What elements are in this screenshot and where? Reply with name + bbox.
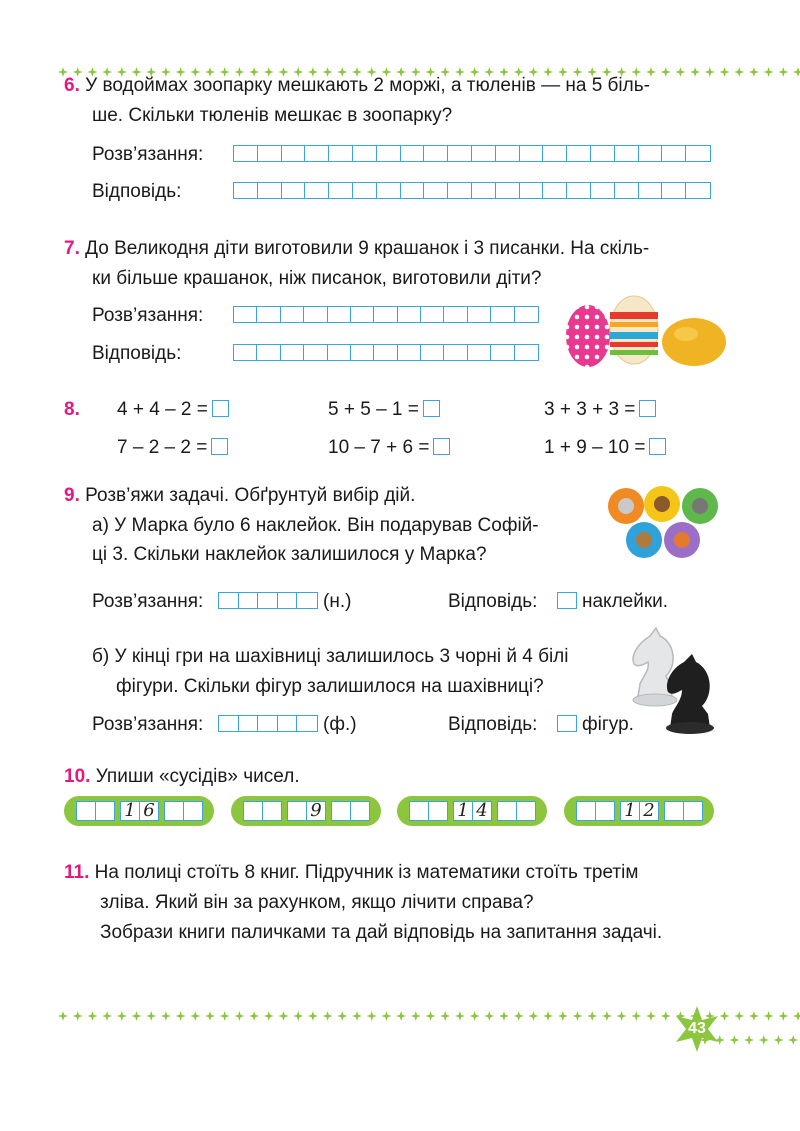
neighbor-cell[interactable] xyxy=(350,801,370,821)
task9b-answer-cell[interactable] xyxy=(557,715,577,732)
neighbor-cell[interactable] xyxy=(664,801,684,821)
number-digit: 1 xyxy=(453,801,473,821)
star-icon xyxy=(514,1011,524,1021)
grid-cell[interactable] xyxy=(282,146,306,161)
task8-expression-6: 1 + 9 – 10 = xyxy=(544,436,666,460)
grid-cell[interactable] xyxy=(520,183,544,198)
grid-cell[interactable] xyxy=(281,345,304,360)
task6-line1: У водоймах зоопарку мешкають 2 моржі, а тюленів — на 5 біль- xyxy=(85,75,650,96)
grid-cell[interactable] xyxy=(234,146,258,161)
task6-number: 6. xyxy=(64,75,80,96)
star-icon xyxy=(117,1011,127,1021)
star-icon xyxy=(720,1011,730,1021)
task11-text-line3: Зобрази книги паличками та дай відповідь на запитання задачі. xyxy=(100,922,663,943)
grid-cell[interactable] xyxy=(278,593,298,608)
grid-cell[interactable] xyxy=(421,345,444,360)
neighbor-cell[interactable] xyxy=(183,801,203,821)
grid-cell[interactable] xyxy=(377,146,401,161)
grid-cell[interactable] xyxy=(278,716,298,731)
grid-cell[interactable] xyxy=(424,146,448,161)
star-icon xyxy=(749,1011,759,1021)
task6-text-line2: ше. Скільки тюленів мешкає в зоопарку? xyxy=(92,105,453,126)
star-icon xyxy=(205,1011,215,1021)
star-icon xyxy=(499,1011,509,1021)
task6-solution-cells[interactable] xyxy=(233,145,711,162)
grid-cell[interactable] xyxy=(558,593,576,608)
number-digit: 1 xyxy=(620,801,640,821)
neighbor-cell[interactable] xyxy=(95,801,115,821)
task11-text-line1 xyxy=(64,861,638,885)
grid-cell[interactable] xyxy=(304,345,327,360)
star-icon xyxy=(720,67,730,77)
grid-cell[interactable] xyxy=(615,183,639,198)
grid-cell[interactable] xyxy=(258,146,282,161)
grid-cell[interactable] xyxy=(353,146,377,161)
neighbor-cell[interactable] xyxy=(497,801,517,821)
neighbor-cell[interactable] xyxy=(331,801,351,821)
star-icon xyxy=(617,1011,627,1021)
star-icon xyxy=(426,1011,436,1021)
grid-cell[interactable] xyxy=(615,146,639,161)
grid-cell[interactable] xyxy=(496,183,520,198)
task8-expression-2: 5 + 5 – 1 = xyxy=(328,398,440,422)
grid-cell[interactable] xyxy=(515,307,538,322)
task9-number: 9. xyxy=(64,485,80,506)
grid-cell[interactable] xyxy=(639,146,663,161)
star-icon xyxy=(455,1011,465,1021)
star-icon xyxy=(729,1035,739,1045)
task11-line1: На полиці стоїть 8 книг. Підручник із математики стоїть третім xyxy=(94,862,639,883)
star-icon xyxy=(440,1011,450,1021)
grid-cell[interactable] xyxy=(468,307,491,322)
animal-stickers-image xyxy=(604,486,726,560)
star-icon xyxy=(675,67,685,77)
grid-cell[interactable] xyxy=(329,183,353,198)
grid-cell[interactable] xyxy=(444,307,467,322)
grid-cell[interactable] xyxy=(543,183,567,198)
grid-cell[interactable] xyxy=(401,183,425,198)
grid-cell[interactable] xyxy=(328,345,351,360)
task9-instruction xyxy=(64,484,415,508)
task9a-line2: ці 3. Скільки наклейок залишилося у Марка? xyxy=(92,544,487,565)
star-icon xyxy=(264,1011,274,1021)
grid-cell[interactable] xyxy=(448,183,472,198)
task9-instruction-text: Розв’яжи задачі. Обґрунтуй вибір дій. xyxy=(85,485,416,506)
task8-expression-1: 4 + 4 – 2 = xyxy=(117,398,229,422)
grid-cell[interactable] xyxy=(686,146,710,161)
neighbor-cell[interactable] xyxy=(164,801,184,821)
task8-number: 8. xyxy=(64,399,80,420)
grid-cell[interactable] xyxy=(491,345,514,360)
task6-answer-label: Відповідь: xyxy=(92,181,182,202)
grid-cell[interactable] xyxy=(421,307,444,322)
star-icon xyxy=(323,1011,333,1021)
star-icon xyxy=(102,1011,112,1021)
answer-box[interactable] xyxy=(423,400,440,417)
star-icon xyxy=(234,1011,244,1021)
neighbor-cell[interactable] xyxy=(683,801,703,821)
grid-cell[interactable] xyxy=(374,307,397,322)
star-icon xyxy=(396,1011,406,1021)
answer-box[interactable] xyxy=(212,400,229,417)
star-icon xyxy=(58,1011,68,1021)
task10-instruction-text: Упиши «сусідів» чисел. xyxy=(95,766,300,787)
grid-cell[interactable] xyxy=(496,146,520,161)
grid-cell[interactable] xyxy=(234,183,258,198)
star-icon xyxy=(793,67,800,77)
grid-cell[interactable] xyxy=(234,307,257,322)
task9a-solution-label: Розв’язання: xyxy=(92,591,204,612)
grid-cell[interactable] xyxy=(239,593,259,608)
star-icon xyxy=(484,1011,494,1021)
star-icon xyxy=(631,1011,641,1021)
task11-text-line2: зліва. Який він за рахунком, якщо лічити справа? xyxy=(100,892,534,913)
chess-knights-image xyxy=(620,624,720,734)
star-icon xyxy=(744,1035,754,1045)
task6-answer-cells[interactable] xyxy=(233,182,711,199)
grid-cell[interactable] xyxy=(304,307,327,322)
star-icon xyxy=(764,1011,774,1021)
grid-cell[interactable] xyxy=(219,593,239,608)
task9a-line1: а) У Марка було 6 наклейок. Він подарував Софій- xyxy=(92,515,539,536)
star-icon xyxy=(646,1011,656,1021)
star-icon xyxy=(367,1011,377,1021)
answer-box[interactable] xyxy=(649,438,666,455)
grid-cell[interactable] xyxy=(398,307,421,322)
task7-solution-label: Розв’язання: xyxy=(92,305,204,326)
star-icon xyxy=(778,1011,788,1021)
grid-cell[interactable] xyxy=(239,716,259,731)
task9b-solution-cells[interactable] xyxy=(218,715,318,732)
grid-cell[interactable] xyxy=(351,307,374,322)
number-digit: 4 xyxy=(472,801,492,821)
star-icon xyxy=(337,1011,347,1021)
task7-text-line2: ки більше крашанок, ніж писанок, виготовили діти? xyxy=(92,268,542,289)
star-icon xyxy=(543,1011,553,1021)
grid-cell[interactable] xyxy=(639,183,663,198)
number-digit xyxy=(287,801,307,821)
task10-instruction xyxy=(64,765,300,789)
grid-cell[interactable] xyxy=(282,183,306,198)
neighbor-cell[interactable] xyxy=(262,801,282,821)
task8-expression-4: 7 – 2 – 2 = xyxy=(117,436,228,460)
star-icon xyxy=(759,1035,769,1045)
grid-cell[interactable] xyxy=(491,307,514,322)
task9b-answer-word: фігур. xyxy=(582,714,634,735)
task8-expression-5: 10 – 7 + 6 = xyxy=(328,436,450,460)
task11-number: 11. xyxy=(64,862,90,883)
grid-cell[interactable] xyxy=(305,146,329,161)
grid-cell[interactable] xyxy=(257,345,280,360)
task9b-line1: б) У кінці гри на шахівниці залишилось 3 чорні й 4 білі xyxy=(92,646,569,667)
grid-cell[interactable] xyxy=(472,183,496,198)
neighbor-cell[interactable] xyxy=(516,801,536,821)
page-number: 43 xyxy=(688,1020,706,1037)
task6-text-line1 xyxy=(64,74,650,98)
grid-cell[interactable] xyxy=(567,146,591,161)
grid-cell[interactable] xyxy=(297,593,317,608)
star-icon xyxy=(411,1011,421,1021)
task10-number: 10. xyxy=(64,766,91,787)
grid-cell[interactable] xyxy=(444,345,467,360)
neighbors-pill-3 xyxy=(397,796,547,826)
grid-cell[interactable] xyxy=(686,183,710,198)
star-icon xyxy=(308,1011,318,1021)
grid-cell[interactable] xyxy=(257,307,280,322)
star-icon xyxy=(690,67,700,77)
star-icon xyxy=(558,1011,568,1021)
page-number-star-badge xyxy=(674,1006,720,1052)
grid-cell[interactable] xyxy=(353,183,377,198)
grid-cell[interactable] xyxy=(662,183,686,198)
star-icon xyxy=(352,1011,362,1021)
task7-answer-cells[interactable] xyxy=(233,344,539,361)
star-icon xyxy=(587,1011,597,1021)
grid-cell[interactable] xyxy=(297,716,317,731)
grid-cell[interactable] xyxy=(374,345,397,360)
star-icon xyxy=(774,1035,784,1045)
number-digit: 9 xyxy=(306,801,326,821)
neighbor-cell[interactable] xyxy=(595,801,615,821)
task9a-answer-word: наклейки. xyxy=(582,591,669,612)
star-icon xyxy=(470,1011,480,1021)
task7-text-line1 xyxy=(64,237,649,261)
number-digit: 1 xyxy=(120,801,140,821)
grid-cell[interactable] xyxy=(515,345,538,360)
grid-cell[interactable] xyxy=(472,146,496,161)
grid-cell[interactable] xyxy=(234,345,257,360)
star-icon xyxy=(793,1011,800,1021)
grid-cell[interactable] xyxy=(591,183,615,198)
task9a-unit: (н.) xyxy=(323,591,352,612)
neighbor-cell[interactable] xyxy=(428,801,448,821)
star-icon xyxy=(734,67,744,77)
star-icon xyxy=(764,67,774,77)
neighbors-pill-1 xyxy=(64,796,214,826)
star-icon xyxy=(279,1011,289,1021)
grid-cell[interactable] xyxy=(567,183,591,198)
star-icon xyxy=(661,1011,671,1021)
task9a-answer-label: Відповідь: xyxy=(448,591,538,612)
number-digit: 6 xyxy=(139,801,159,821)
neighbor-cell[interactable] xyxy=(76,801,96,821)
star-icon xyxy=(87,1011,97,1021)
task9b-answer-label: Відповідь: xyxy=(448,714,538,735)
grid-cell[interactable] xyxy=(258,183,282,198)
neighbor-cell[interactable] xyxy=(243,801,263,821)
grid-cell[interactable] xyxy=(377,183,401,198)
grid-cell[interactable] xyxy=(351,345,374,360)
grid-cell[interactable] xyxy=(281,307,304,322)
task9b-solution-label: Розв’язання: xyxy=(92,714,204,735)
grid-cell[interactable] xyxy=(401,146,425,161)
star-icon xyxy=(176,1011,186,1021)
answer-box[interactable] xyxy=(211,438,228,455)
answer-box[interactable] xyxy=(433,438,450,455)
star-icon xyxy=(132,1011,142,1021)
easter-eggs-image xyxy=(562,292,728,372)
task9a-answer-cell[interactable] xyxy=(557,592,577,609)
star-icon xyxy=(161,1011,171,1021)
task7-answer-label: Відповідь: xyxy=(92,343,182,364)
star-icon xyxy=(602,1011,612,1021)
star-icon xyxy=(573,1011,583,1021)
star-icon xyxy=(788,1035,798,1045)
grid-cell[interactable] xyxy=(398,345,421,360)
grid-cell[interactable] xyxy=(543,146,567,161)
star-icon xyxy=(73,1011,83,1021)
star-icon xyxy=(734,1011,744,1021)
star-icon xyxy=(220,1011,230,1021)
task9a-solution-cells[interactable] xyxy=(218,592,318,609)
star-icon xyxy=(749,67,759,77)
task9b-line2: фігури. Скільки фігур залишилося на шахівниці? xyxy=(116,676,544,697)
grid-cell[interactable] xyxy=(520,146,544,161)
number-digit: 2 xyxy=(639,801,659,821)
grid-cell[interactable] xyxy=(558,716,576,731)
star-icon xyxy=(661,67,671,77)
grid-cell[interactable] xyxy=(591,146,615,161)
task9b-unit: (ф.) xyxy=(323,714,357,735)
neighbors-pill-2 xyxy=(231,796,381,826)
grid-cell[interactable] xyxy=(662,146,686,161)
answer-box[interactable] xyxy=(639,400,656,417)
task6-solution-label: Розв’язання: xyxy=(92,144,204,165)
task7-line1: До Великодня діти виготовили 9 крашанок і 3 писанки. На скіль- xyxy=(85,238,650,259)
star-icon xyxy=(293,1011,303,1021)
grid-cell[interactable] xyxy=(424,183,448,198)
neighbor-cell[interactable] xyxy=(409,801,429,821)
neighbor-cell[interactable] xyxy=(576,801,596,821)
task8-expression-3: 3 + 3 + 3 = xyxy=(544,398,656,422)
grid-cell[interactable] xyxy=(329,146,353,161)
grid-cell[interactable] xyxy=(219,716,239,731)
star-icon xyxy=(705,67,715,77)
grid-cell[interactable] xyxy=(258,716,278,731)
task7-number: 7. xyxy=(64,238,80,259)
star-icon xyxy=(146,1011,156,1021)
star-icon xyxy=(528,1011,538,1021)
task7-solution-cells[interactable] xyxy=(233,306,539,323)
neighbors-pill-4 xyxy=(564,796,714,826)
star-icon xyxy=(381,1011,391,1021)
grid-cell[interactable] xyxy=(468,345,491,360)
grid-cell[interactable] xyxy=(305,183,329,198)
grid-cell[interactable] xyxy=(328,307,351,322)
star-icon xyxy=(190,1011,200,1021)
star-icon xyxy=(778,67,788,77)
star-icon xyxy=(249,1011,259,1021)
grid-cell[interactable] xyxy=(448,146,472,161)
grid-cell[interactable] xyxy=(258,593,278,608)
